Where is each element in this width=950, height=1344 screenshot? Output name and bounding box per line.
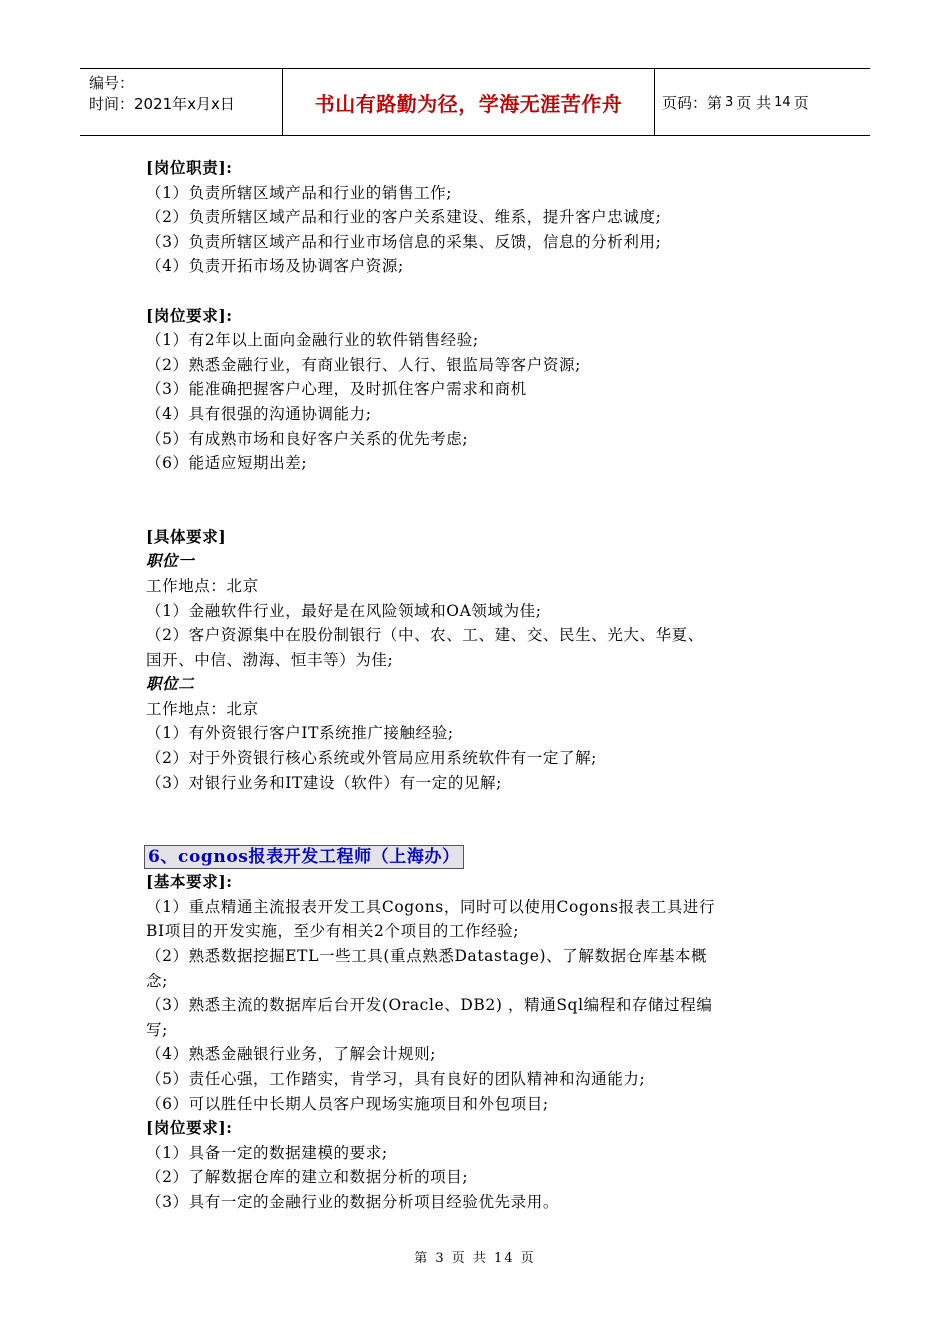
duties-item: （1）负责所辖区域产品和行业的销售工作;: [146, 183, 453, 202]
header-page-current: 3: [725, 94, 734, 110]
requirements-item: （1）有2年以上面向金融行业的软件销售经验;: [146, 331, 479, 350]
position-two-title: 职位二: [146, 674, 195, 694]
page-header: [80, 68, 870, 136]
position-one-item: （2）客户资源集中在股份制银行（中、农、工、建、交、民生、光大、华夏、: [146, 626, 704, 645]
duties-item: （4）负责开拓市场及协调客户资源;: [146, 257, 404, 276]
header-number: 编号：: [89, 74, 135, 92]
cognos-basic-item: （1）重点精通主流报表开发工具Cogons，同时可以使用Cogons报表工具进行: [146, 897, 716, 916]
position-one-title: 职位一: [146, 551, 195, 571]
position-one-item: 国开、中信、渤海、恒丰等）为佳;: [146, 650, 394, 669]
position-two-item: （1）有外资银行客户IT系统推广接触经验;: [146, 724, 454, 743]
cognos-basic-heading: [基本要求]:: [146, 872, 233, 892]
cognos-basic-item: 念;: [146, 971, 168, 990]
cognos-section-title: 6、cognos报表开发工程师（上海办）: [144, 845, 464, 869]
header-page-suffix: 页: [793, 93, 809, 112]
position-two-item: （3）对银行业务和IT建设（软件）有一定的见解;: [146, 773, 502, 792]
cognos-req-item: （3）具有一定的金融行业的数据分析项目经验优先录用。: [146, 1192, 559, 1211]
specific-heading: [具体要求]: [146, 526, 227, 546]
cognos-req-item: （2）了解数据仓库的建立和数据分析的项目;: [146, 1168, 469, 1187]
cognos-basic-item: （3）熟悉主流的数据库后台开发(Oracle、DB2) ，精通Sql编程和存储过程编: [146, 996, 713, 1015]
cognos-basic-item: （6）可以胜任中长期人员客户现场实施项目和外包项目;: [146, 1094, 549, 1113]
duties-item: （2）负责所辖区域产品和行业的客户关系建设、维系，提升客户忠诚度;: [146, 208, 662, 227]
cognos-title-row: [146, 844, 816, 870]
position-two-location: 工作地点：北京: [146, 699, 259, 718]
position-one-location: 工作地点：北京: [146, 576, 259, 595]
cognos-basic-item: （5）责任心强，工作踏实，肯学习，具有良好的团队精神和沟通能力;: [146, 1070, 646, 1088]
header-page-info: [655, 69, 870, 135]
cognos-basic-item: （4）熟悉金融银行业务，了解会计规则;: [146, 1045, 436, 1064]
requirements-item: （3）能准确把握客户心理，及时抓住客户需求和商机: [146, 380, 527, 399]
duties-item: （3）负责所辖区域产品和行业市场信息的采集、反馈，信息的分析利用;: [146, 232, 662, 251]
requirements-item: （2）熟悉金融行业，有商业银行、人行、银监局等客户资源;: [146, 355, 581, 374]
header-time: 时间：2021年x月x日: [89, 95, 235, 113]
cognos-basic-item: （2）熟悉数据挖掘ETL一些工具(重点熟悉Datastage)、了解数据仓库基本概: [146, 947, 708, 966]
cognos-req-heading: [岗位要求]:: [146, 1118, 233, 1138]
header-meta: [80, 69, 283, 135]
duties-heading: [岗位职责]:: [146, 158, 233, 177]
header-page-mid: 页 共: [736, 93, 772, 112]
cognos-basic-item: BI项目的开发实施，至少有相关2个项目的工作经验;: [146, 922, 520, 941]
page-footer: 第 3 页 共 14 页: [414, 1251, 536, 1266]
requirements-item: （5）有成熟市场和良好客户关系的优先考虑;: [146, 429, 469, 448]
position-one-item: （1）金融软件行业，最好是在风险领域和OA领域为佳;: [146, 601, 542, 620]
cognos-basic-item: 写;: [146, 1020, 168, 1039]
requirements-item: （6）能适应短期出差;: [146, 454, 308, 473]
header-page-total: 14: [774, 94, 791, 110]
document-body: [146, 156, 816, 1215]
header-page-prefix: 页码：第: [662, 93, 723, 112]
requirements-item: （4）具有很强的沟通协调能力;: [146, 404, 372, 423]
cognos-req-item: （1）具备一定的数据建模的要求;: [146, 1143, 388, 1162]
position-two-item: （2）对于外资银行核心系统或外管局应用系统软件有一定了解;: [146, 749, 597, 768]
header-motto: 书山有路勤为径，学海无涯苦作舟: [283, 69, 655, 135]
requirements-heading: [岗位要求]:: [146, 305, 233, 325]
